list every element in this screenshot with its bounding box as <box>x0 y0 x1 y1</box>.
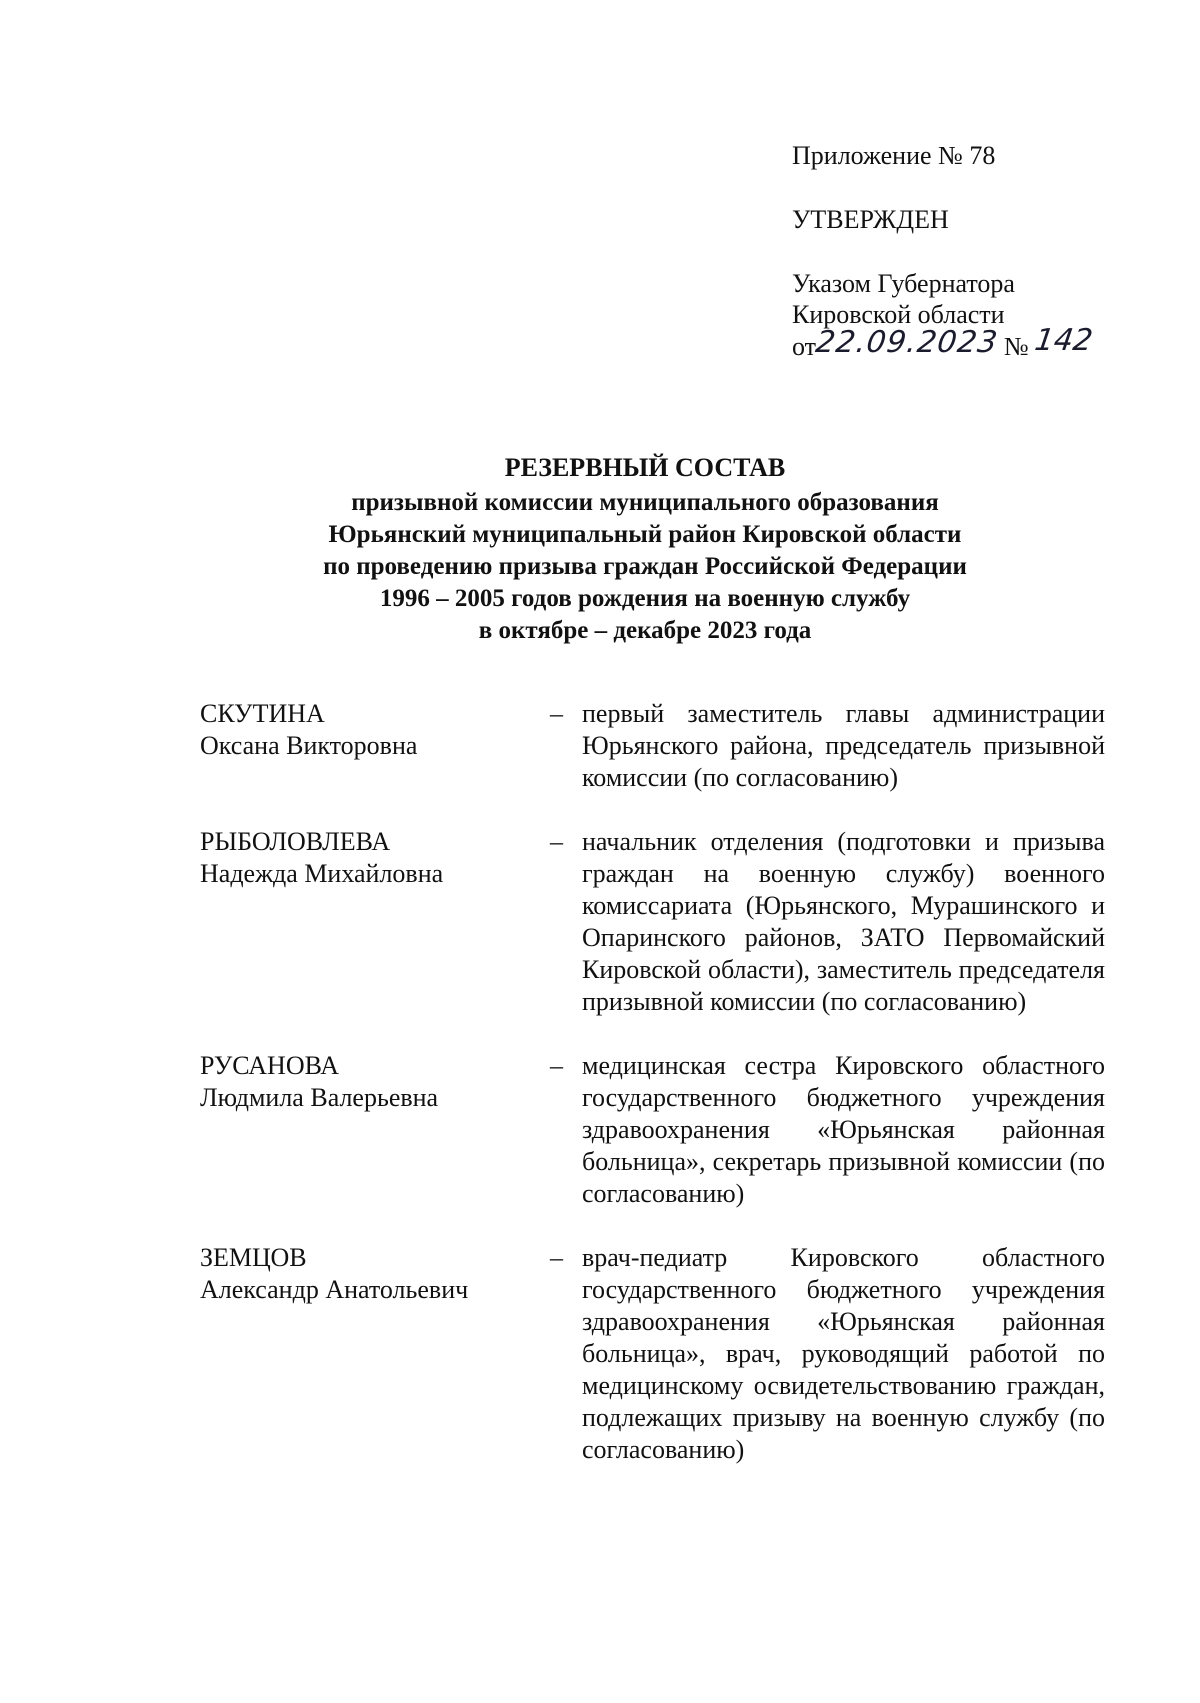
member-dash: – <box>550 1243 563 1272</box>
members-list <box>200 698 1105 1466</box>
handwritten-number: 142 <box>1032 323 1095 358</box>
title-line: в октябре – декабре 2023 года <box>478 617 812 644</box>
title-line: призывной комиссии муниципального образования <box>351 489 939 516</box>
title-main: РЕЗЕРВНЫЙ СОСТАВ <box>504 453 786 482</box>
member-name <box>200 1242 550 1306</box>
member-dash: – <box>550 699 563 728</box>
handwritten-date: 22.09.2023 <box>813 325 1001 360</box>
member-role: врач-педиатр Кировского областного государственного бюджетного учреждения здравоохранения «Юрьянская районная больница», врач, руководящий работой по медицинскому освидетельствованию граждан, подлежащих призыву на военную службу (по согласованию) <box>582 1243 1105 1464</box>
member-role: начальник отделения (подготовки и призыва граждан на военную службу) военного комиссариата (Юрьянского, Мурашинского и Опаринского районов, ЗАТО Первомайский Кировской области), заместитель председателя призывной комиссии (по согласованию) <box>582 827 1105 1016</box>
from-prefix: от <box>792 332 817 361</box>
member-role: медицинская сестра Кировского областного государственного бюджетного учреждения здравоохранения «Юрьянская районная больница», секретарь призывной комиссии (по согласованию) <box>582 1051 1105 1208</box>
decree-line-2: Кировской области <box>792 300 1005 329</box>
member-entry <box>200 1242 1105 1466</box>
title-line: Юрьянский муниципальный район Кировской области <box>328 521 962 548</box>
member-name <box>200 698 550 762</box>
member-dash: – <box>550 1051 563 1080</box>
member-surname: РУСАНОВА <box>200 1051 340 1080</box>
member-role: первый заместитель главы администрации Юрьянского района, председатель призывной комиссии (по согласованию) <box>582 699 1105 792</box>
member-surname: СКУТИНА <box>200 699 325 728</box>
approval-block <box>792 140 1152 362</box>
document-title <box>150 451 1140 647</box>
title-line: по проведению призыва граждан Российской Федерации <box>323 553 967 580</box>
member-entry <box>200 826 1105 1018</box>
decree-line-1: Указом Губернатора <box>792 269 1015 298</box>
title-line: 1996 – 2005 годов рождения на военную службу <box>379 585 911 612</box>
approved-label: УТВЕРЖДЕН <box>792 205 949 234</box>
member-entry <box>200 1050 1105 1210</box>
number-sign: № <box>1003 332 1029 361</box>
appendix-number: Приложение № 78 <box>792 141 996 170</box>
member-given-names: Надежда Михайловна <box>200 859 444 888</box>
decree-date-line <box>792 323 1152 362</box>
member-entry <box>200 698 1105 794</box>
member-given-names: Оксана Викторовна <box>200 731 418 760</box>
member-given-names: Людмила Валерьевна <box>200 1083 439 1112</box>
member-surname: ЗЕМЦОВ <box>200 1243 307 1272</box>
member-name <box>200 1050 550 1114</box>
member-surname: РЫБОЛОВЛЕВА <box>200 827 391 856</box>
member-dash: – <box>550 827 563 856</box>
member-name <box>200 826 550 890</box>
member-given-names: Александр Анатольевич <box>200 1275 469 1304</box>
